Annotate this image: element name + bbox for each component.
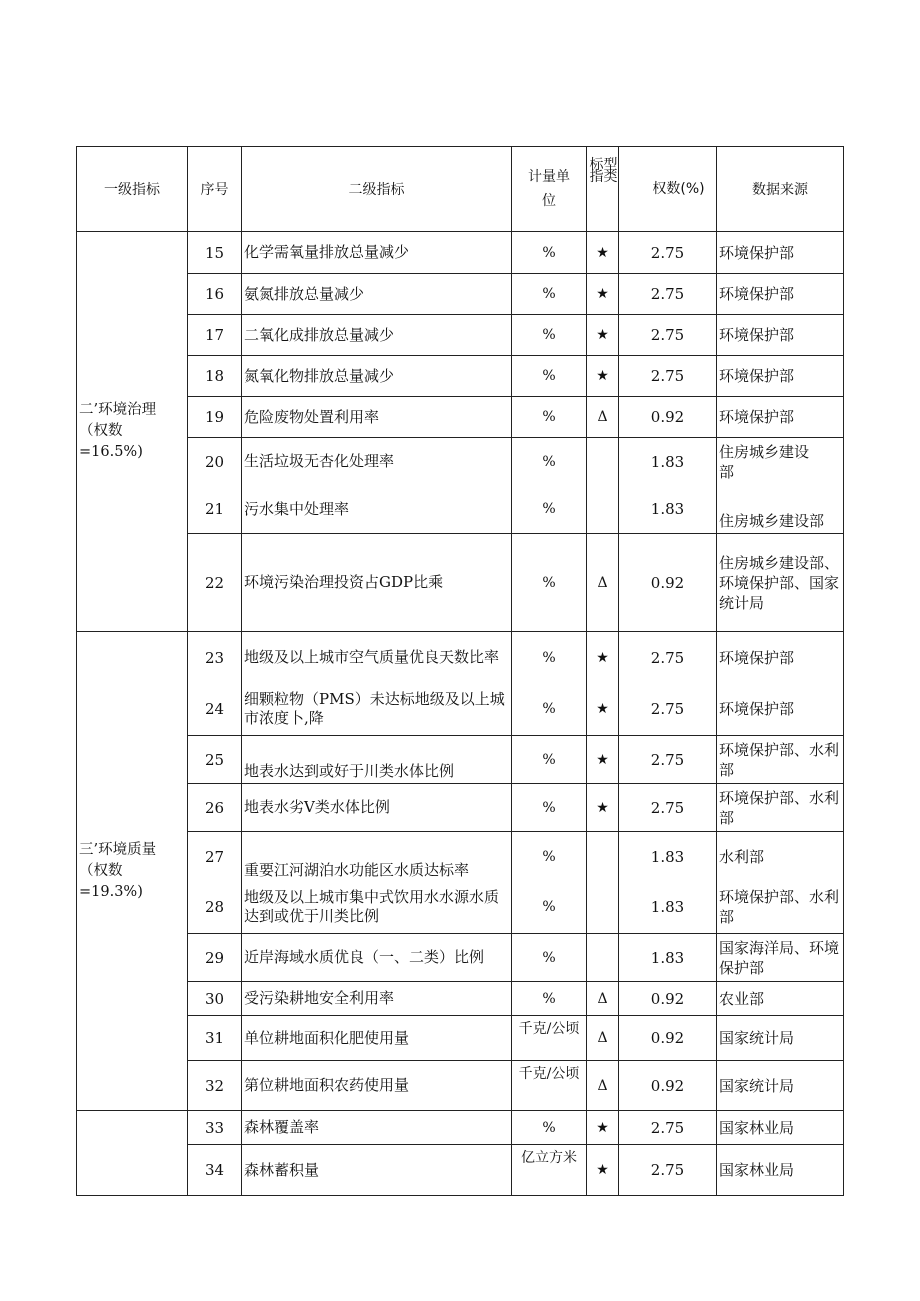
row-name: 森林蓄积量 <box>242 1145 512 1196</box>
row-type: ★ <box>587 684 619 736</box>
row-type: ★ <box>587 784 619 832</box>
row-no: 18 <box>188 356 242 397</box>
row-unit: % <box>512 534 587 632</box>
table-row <box>77 438 844 486</box>
row-no: 20 <box>188 438 242 486</box>
table-row <box>77 736 844 784</box>
row-weight: 0.92 <box>619 534 717 632</box>
row-weight: 2.75 <box>619 632 717 684</box>
row-type: ★ <box>587 1145 619 1196</box>
row-type: ★ <box>587 736 619 784</box>
row-type: ★ <box>587 356 619 397</box>
row-name: 地表水达到或好于川类水体比例 <box>242 736 512 784</box>
header-source: 数据来源 <box>717 147 844 232</box>
row-source: 环境保护部 <box>717 397 844 438</box>
row-name: 受污染耕地安全利用率 <box>242 982 512 1016</box>
row-weight: 2.75 <box>619 784 717 832</box>
row-name: 化学需氧量排放总量减少 <box>242 232 512 274</box>
row-weight: 1.83 <box>619 882 717 934</box>
table-row <box>77 934 844 982</box>
row-no: 31 <box>188 1016 242 1061</box>
table-row <box>77 397 844 438</box>
row-weight: 2.75 <box>619 232 717 274</box>
row-type <box>587 832 619 882</box>
row-unit: % <box>512 982 587 1016</box>
table-row <box>77 982 844 1016</box>
row-type <box>587 882 619 934</box>
table-row <box>77 684 844 736</box>
row-no: 29 <box>188 934 242 982</box>
row-name: 生活垃圾无杏化处理率 <box>242 438 512 486</box>
row-unit: % <box>512 1111 587 1145</box>
row-weight: 1.83 <box>619 934 717 982</box>
row-unit: 千克/公顷 <box>512 1016 587 1061</box>
row-name: 氨氮排放总量减少 <box>242 274 512 315</box>
group-forest <box>77 1111 188 1196</box>
row-name: 地级及以上城市空气质量优良天数比率 <box>242 632 512 684</box>
row-no: 19 <box>188 397 242 438</box>
header-type: 标型指类 <box>587 147 619 232</box>
table-row <box>77 832 844 882</box>
row-type: Δ <box>587 534 619 632</box>
row-weight: 0.92 <box>619 1061 717 1111</box>
row-source: 水利部 <box>717 832 844 882</box>
row-source: 国家统计局 <box>717 1016 844 1061</box>
row-unit: % <box>512 356 587 397</box>
row-type: ★ <box>587 1111 619 1145</box>
row-type: Δ <box>587 397 619 438</box>
row-weight: 2.75 <box>619 684 717 736</box>
row-source: 环境保护部 <box>717 315 844 356</box>
row-source: 环境保护部 <box>717 632 844 684</box>
row-no: 16 <box>188 274 242 315</box>
row-unit: % <box>512 684 587 736</box>
header-seq: 序号 <box>188 147 242 232</box>
group-env-quality: 三’环境质量（权数=19.3%) <box>77 632 188 1111</box>
row-name: 近岸海域水质优良（一、二类）比例 <box>242 934 512 982</box>
row-weight: 0.92 <box>619 982 717 1016</box>
row-unit: % <box>512 934 587 982</box>
row-no: 27 <box>188 832 242 882</box>
row-no: 26 <box>188 784 242 832</box>
row-type <box>587 486 619 534</box>
table-row <box>77 232 844 274</box>
row-source: 国家林业局 <box>717 1111 844 1145</box>
row-source: 住房城乡建设部、环境保护部、国家统计局 <box>717 534 844 632</box>
row-source: 住房城乡建设部 <box>717 438 844 486</box>
row-no: 33 <box>188 1111 242 1145</box>
group-env-governance: 二’环境治理（权数=16.5%) <box>77 232 188 632</box>
row-type: Δ <box>587 982 619 1016</box>
row-source: 国家统计局 <box>717 1061 844 1111</box>
row-source: 住房城乡建设部 <box>717 486 844 534</box>
row-source: 国家海洋局、环境保护部 <box>717 934 844 982</box>
row-unit: % <box>512 882 587 934</box>
row-source: 环境保护部 <box>717 356 844 397</box>
row-weight: 2.75 <box>619 736 717 784</box>
row-no: 17 <box>188 315 242 356</box>
row-weight: 1.83 <box>619 832 717 882</box>
row-unit: % <box>512 438 587 486</box>
indicator-table <box>76 146 844 1196</box>
row-no: 21 <box>188 486 242 534</box>
row-source: 环境保护部、水利部 <box>717 882 844 934</box>
row-weight: 1.83 <box>619 438 717 486</box>
row-source: 环境保护部、水利部 <box>717 784 844 832</box>
table-row <box>77 1061 844 1111</box>
row-unit: % <box>512 486 587 534</box>
row-name: 地级及以上城市集中式饮用水水源水质达到或优于川类比例 <box>242 882 512 934</box>
table-row <box>77 315 844 356</box>
row-name: 环境污染治理投资占GDP比乘 <box>242 534 512 632</box>
row-no: 23 <box>188 632 242 684</box>
row-unit: % <box>512 736 587 784</box>
header-weight: 权数(%) <box>619 147 717 232</box>
table-row <box>77 534 844 632</box>
row-type: ★ <box>587 632 619 684</box>
row-no: 25 <box>188 736 242 784</box>
row-no: 15 <box>188 232 242 274</box>
row-source: 环境保护部 <box>717 274 844 315</box>
table-row <box>77 356 844 397</box>
row-weight: 2.75 <box>619 1111 717 1145</box>
row-name: 二氧化成排放总量减少 <box>242 315 512 356</box>
row-unit: 千克/公顷 <box>512 1061 587 1111</box>
table-row <box>77 1016 844 1061</box>
row-weight: 0.92 <box>619 1016 717 1061</box>
row-source: 国家林业局 <box>717 1145 844 1196</box>
row-name: 氮氧化物排放总量减少 <box>242 356 512 397</box>
table-row <box>77 486 844 534</box>
row-unit: % <box>512 232 587 274</box>
row-name: 危险废物处置利用率 <box>242 397 512 438</box>
row-weight: 2.75 <box>619 1145 717 1196</box>
row-name: 单位耕地面积化肥使用量 <box>242 1016 512 1061</box>
row-name: 污水集中处理率 <box>242 486 512 534</box>
row-name: 重要江河湖泊水功能区水质达标率 <box>242 832 512 882</box>
table-row <box>77 882 844 934</box>
table-row <box>77 1145 844 1196</box>
table-row <box>77 784 844 832</box>
row-name: 第位耕地面积农药使用量 <box>242 1061 512 1111</box>
header-level2: 二级指标 <box>242 147 512 232</box>
row-type: Δ <box>587 1016 619 1061</box>
row-weight: 0.92 <box>619 397 717 438</box>
row-no: 30 <box>188 982 242 1016</box>
row-unit: % <box>512 274 587 315</box>
row-no: 24 <box>188 684 242 736</box>
row-type <box>587 934 619 982</box>
row-no: 22 <box>188 534 242 632</box>
row-no: 32 <box>188 1061 242 1111</box>
table-row <box>77 632 844 684</box>
header-row <box>77 147 844 232</box>
row-unit: % <box>512 832 587 882</box>
row-weight: 2.75 <box>619 274 717 315</box>
header-unit: 计量单位 <box>512 147 587 232</box>
row-name: 地表水劣V类水体比例 <box>242 784 512 832</box>
row-source: 环境保护部 <box>717 232 844 274</box>
row-weight: 2.75 <box>619 315 717 356</box>
row-no: 34 <box>188 1145 242 1196</box>
row-name: 森林覆盖率 <box>242 1111 512 1145</box>
row-source: 环境保护部、水利部 <box>717 736 844 784</box>
header-level1: 一级指标 <box>77 147 188 232</box>
row-type: ★ <box>587 274 619 315</box>
row-unit: % <box>512 784 587 832</box>
row-name: 细颗粒物（PMS）未达标地级及以上城市浓度卜,降 <box>242 684 512 736</box>
row-unit: 亿立方米 <box>512 1145 587 1196</box>
row-no: 28 <box>188 882 242 934</box>
row-unit: % <box>512 397 587 438</box>
row-type: ★ <box>587 315 619 356</box>
row-source: 农业部 <box>717 982 844 1016</box>
table-row <box>77 274 844 315</box>
row-type: Δ <box>587 1061 619 1111</box>
table-row <box>77 1111 844 1145</box>
row-unit: % <box>512 632 587 684</box>
row-unit: % <box>512 315 587 356</box>
row-source: 环境保护部 <box>717 684 844 736</box>
row-type: ★ <box>587 232 619 274</box>
row-weight: 2.75 <box>619 356 717 397</box>
row-weight: 1.83 <box>619 486 717 534</box>
row-type <box>587 438 619 486</box>
